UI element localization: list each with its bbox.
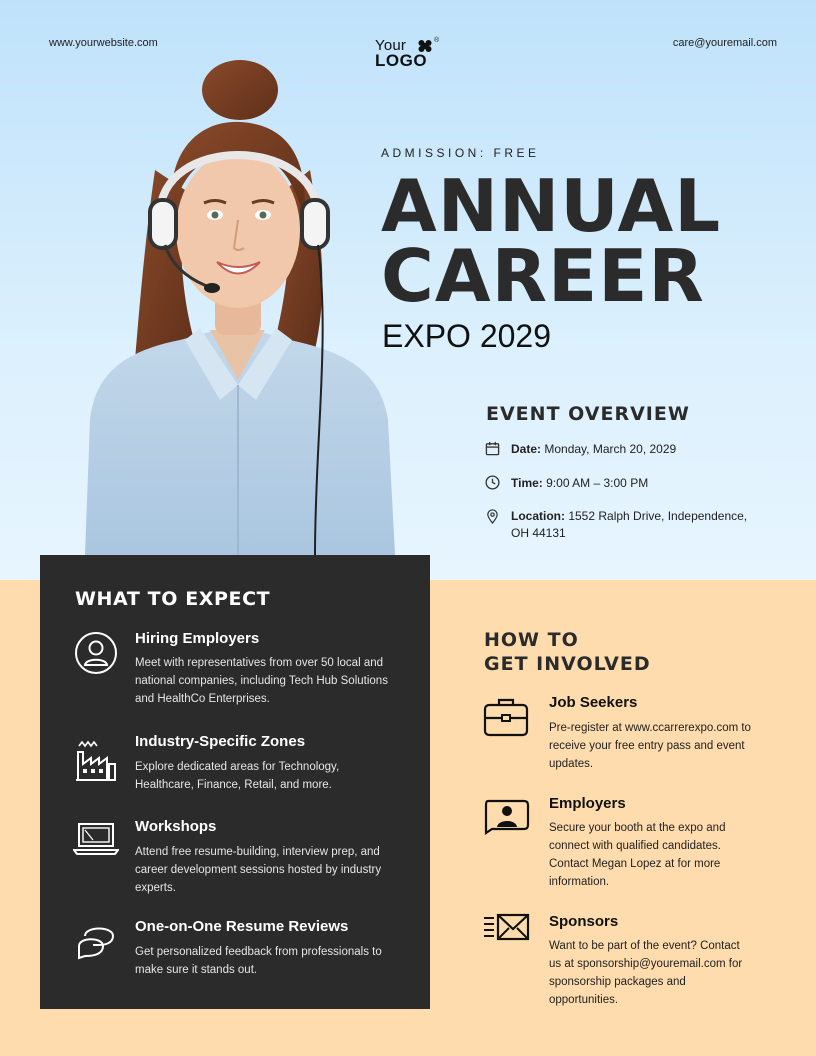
page-subtitle: EXPO 2029 [382, 318, 551, 354]
date-label: Date: [511, 442, 542, 456]
time-value: 9:00 AM – 3:00 PM [542, 476, 649, 490]
clock-icon [485, 475, 500, 490]
expect-item-title: Industry-Specific Zones [135, 733, 306, 750]
time-label: Time: [511, 476, 543, 490]
heading-line1: HOW TO [484, 629, 579, 651]
factory-icon [73, 738, 119, 784]
event-location [511, 508, 761, 542]
expect-item-desc: Explore dedicated areas for Technology, Healthcare, Finance, Retail, and more. [135, 761, 340, 791]
person-circle-icon [73, 630, 119, 676]
event-time [511, 475, 761, 492]
website-link[interactable]: www.yourwebsite.com [49, 37, 158, 49]
involved-item-title: Job Seekers [549, 694, 638, 711]
involved-item-title: Employers [549, 795, 626, 812]
laptop-icon [73, 818, 119, 864]
calendar-icon [485, 441, 500, 456]
expect-item-title: Hiring Employers [135, 630, 260, 647]
location-label: Location: [511, 509, 565, 523]
page-title-line1: ANNUAL [381, 164, 722, 248]
chat-bubbles-icon [73, 918, 119, 964]
id-badge-icon [482, 795, 530, 837]
date-value: Monday, March 20, 2029 [541, 442, 677, 456]
expect-item-title: Workshops [135, 818, 217, 835]
logo-text-your: Your [375, 37, 407, 54]
expect-item-title: One-on-One Resume Reviews [135, 918, 349, 935]
involved-item-title: Sponsors [549, 913, 619, 930]
logo-registered-mark: ® [434, 37, 440, 44]
admission-label: ADMISSION: FREE [381, 146, 540, 160]
logo-text-logo: LOGO [375, 51, 428, 70]
event-date [511, 441, 761, 458]
woman-with-headset-photo [60, 40, 420, 555]
expect-item-desc: Attend free resume-building, interview prep, and career development sessions hosted by industry experts. [135, 846, 382, 894]
envelope-icon [482, 908, 530, 950]
involved-item-desc: Pre-register at www.ccarrerexpo.com to receive your free entry pass and event updates. [549, 722, 751, 770]
expect-item-desc: Meet with representatives from over 50 local and national companies, including Tech Hub Solutions and HealthCo Enterprises. [135, 657, 388, 705]
what-to-expect-heading: WHAT TO EXPECT [75, 588, 271, 610]
email-link[interactable]: care@youremail.com [672, 37, 777, 49]
involved-item-desc: Want to be part of the event? Contact us at sponsorship@youremail.com for sponsorship packages and opportunities. [549, 940, 743, 1006]
location-value: 1552 Ralph Drive, Independence, OH 44131 [511, 509, 748, 540]
page-title-line2: CAREER [381, 234, 705, 318]
heading-line2: GET INVOLVED [484, 653, 651, 675]
briefcase-icon [482, 696, 530, 738]
location-pin-icon [485, 509, 500, 524]
expect-item-desc: Get personalized feedback from professionals to make sure it stands out. [135, 946, 382, 976]
event-overview-heading: EVENT OVERVIEW [486, 403, 690, 425]
involved-item-desc: Secure your booth at the expo and connect with qualified candidates. Contact Megan Lopez at for more information. [549, 822, 726, 888]
how-to-get-involved-heading [484, 628, 651, 676]
